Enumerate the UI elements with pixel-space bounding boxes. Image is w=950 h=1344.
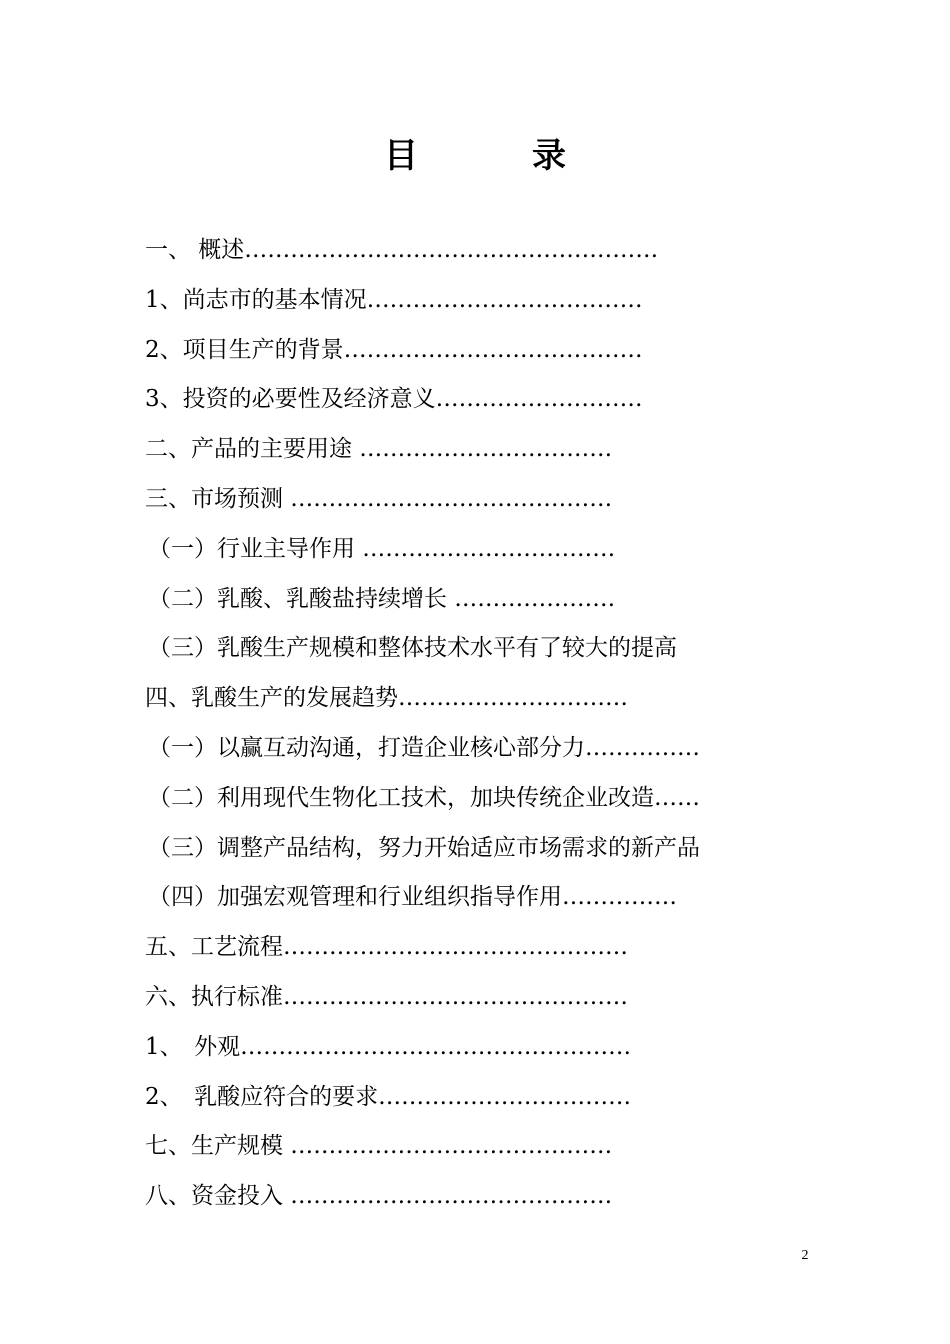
toc-entry: 2、项目生产的背景………………………………… [145,336,643,363]
table-of-contents [145,228,785,1224]
toc-entry: （二）乳酸、乳酸盐持续增长 ………………… [148,585,616,612]
toc-entry: 1、尚志市的基本情况……………………………… [145,286,643,313]
toc-entry: （一）行业主导作用 …………………………… [148,535,616,562]
toc-entry: 六、执行标准……………………………………… [145,983,628,1010]
toc-entry: 1、 外观…………………………………………… [145,1033,632,1060]
toc-entry: 二、产品的主要用途 …………………………… [145,436,613,463]
toc-entry: （四）加强宏观管理和行业组织指导作用…………… [148,884,677,911]
page-title: 目 录 [384,136,606,176]
toc-entry: 四、乳酸生产的发展趋势………………………… [145,685,628,712]
toc-entry: （二）利用现代生物化工技术，加块传统企业改造…… [148,784,700,811]
toc-entry: （一）以赢互动沟通，打造企业核心部分力…………… [148,734,700,761]
toc-entry: 五、工艺流程……………………………………… [145,934,628,961]
toc-entry: 3、投资的必要性及经济意义……………………… [145,386,643,413]
toc-entry: （三）乳酸生产规模和整体技术水平有了较大的提高 [148,635,677,662]
page-number: 2 [801,1248,809,1263]
toc-entry: 一、 概述……………………………………………… [145,237,659,263]
toc-entry: 七、生产规模 …………………………………… [145,1133,613,1160]
toc-entry: 三、市场预测 …………………………………… [145,485,613,512]
toc-entry: 八、资金投入 …………………………………… [145,1183,613,1210]
toc-entry: 2、 乳酸应符合的要求…………………………… [145,1083,632,1110]
toc-entry: （三）调整产品结构，努力开始适应市场需求的新产品 [148,834,700,861]
